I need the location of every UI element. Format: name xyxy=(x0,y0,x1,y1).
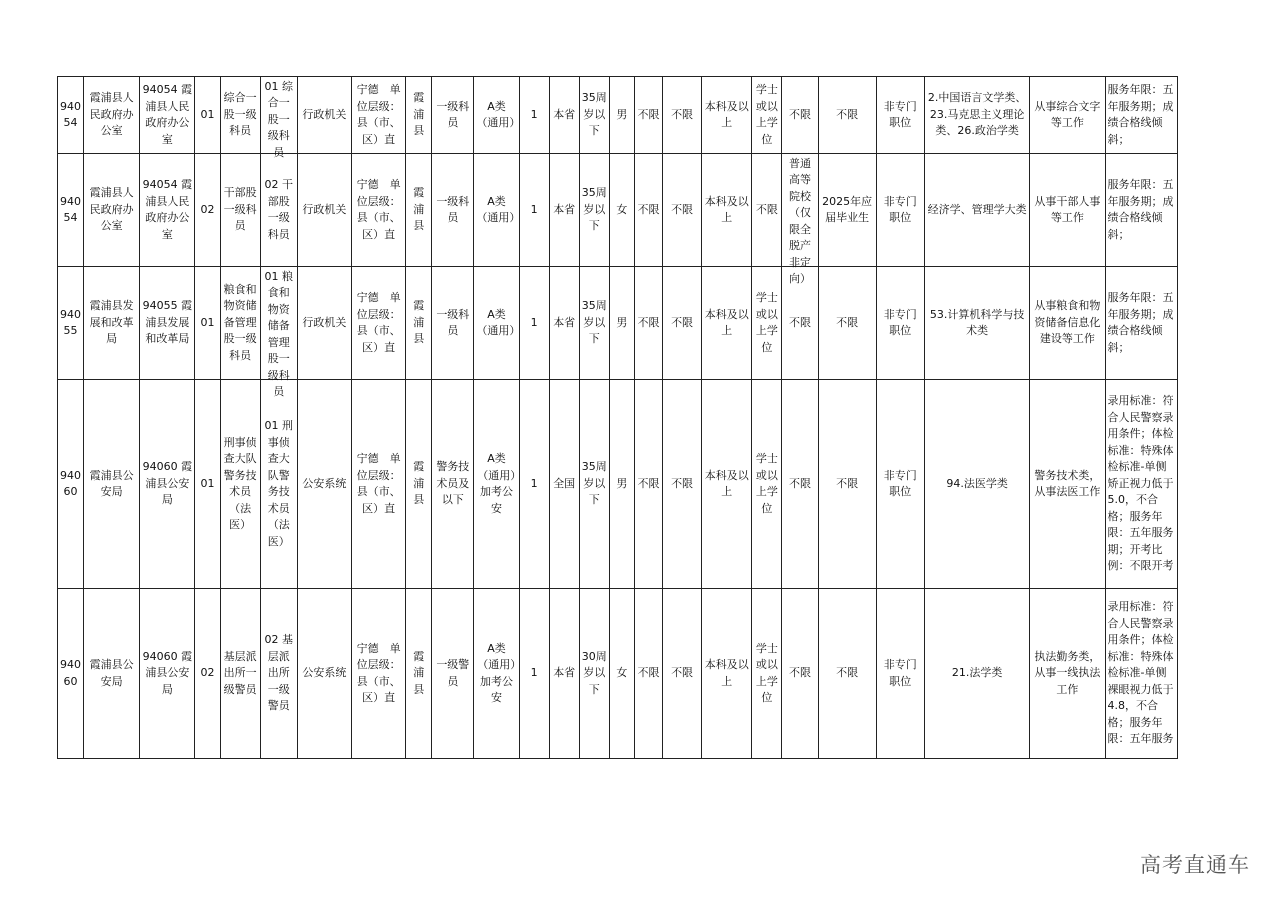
cell-politics xyxy=(634,380,662,589)
cell-text: 不限 xyxy=(671,666,694,680)
cell-text: 非专门职位 xyxy=(883,658,917,688)
cell-dept xyxy=(140,380,195,589)
cell-text: 霞浦县 xyxy=(413,91,425,138)
cell-text: 综合一股一级科员 xyxy=(223,91,257,138)
cell-text: 本省 xyxy=(553,107,576,121)
cell-text: 公安系统 xyxy=(302,476,347,490)
cell-text: 非专门职位 xyxy=(883,194,917,224)
cell-remark xyxy=(1105,267,1177,380)
cell-text: 经济学、管理学大类 xyxy=(927,202,1027,216)
cell-text: 不限 xyxy=(788,315,811,329)
cell-hukou xyxy=(549,267,579,380)
cell-text: 霞浦县人民政府办公室 xyxy=(89,186,134,233)
cell-politics xyxy=(634,77,662,154)
cell-text: 不限 xyxy=(671,202,694,216)
cell-hukou xyxy=(549,380,579,589)
cell-school xyxy=(782,589,818,759)
cell-text: 02 干部股一级科员 xyxy=(264,178,293,241)
cell-unit xyxy=(84,267,140,380)
cell-edu xyxy=(702,380,752,589)
cell-text: 霞浦县 xyxy=(413,299,425,346)
cell-pos-no xyxy=(195,380,220,589)
cell-text: 不限 xyxy=(836,107,859,121)
cell-text: 从事粮食和物资储备信息化建设等工作 xyxy=(1034,299,1101,346)
cell-pos-no xyxy=(195,154,220,267)
cell-text: 录用标准：符合人民警察录用条件；体检标准：特殊体检标准-单侧矫正视力低于5.0，不合格；服务年限：五年服务期；开考比例：不限开考 xyxy=(1107,394,1174,573)
cell-special xyxy=(876,267,924,380)
cell-org-type xyxy=(297,77,351,154)
cell-text: 01 综合一股一级科员 xyxy=(264,79,293,159)
cell-degree xyxy=(752,154,782,267)
cell-text: 01 xyxy=(200,476,215,490)
cell-text: 2025年应届毕业生 xyxy=(822,194,873,224)
cell-text: 94060 霞浦县公安局 xyxy=(142,649,193,696)
cell-text: 学士或以上学位 xyxy=(755,83,778,146)
cell-exp xyxy=(663,154,702,267)
cell-text: 干部股一级科员 xyxy=(223,186,257,233)
cell-unit xyxy=(84,380,140,589)
table-row xyxy=(58,380,1178,589)
cell-politics xyxy=(634,589,662,759)
cell-text: 霞浦县 xyxy=(413,649,425,696)
cell-text: 本科及以上 xyxy=(704,99,749,129)
cell-other-req xyxy=(818,267,876,380)
cell-text: 不限 xyxy=(637,666,660,680)
cell-text: 94055 霞浦县发展和改革局 xyxy=(142,299,193,346)
cell-text: 行政机关 xyxy=(302,202,347,216)
watermark-text: 高考直通车 xyxy=(1140,853,1250,877)
cell-text: A类（通用）加考公安 xyxy=(477,452,516,515)
cell-text: 一级警员 xyxy=(436,658,470,688)
cell-pos-full xyxy=(260,380,297,589)
cell-text: A类（通用） xyxy=(476,99,521,129)
cell-pos-full xyxy=(260,589,297,759)
cell-text: 霞浦县人民政府办公室 xyxy=(89,91,134,138)
cell-text: 非专门职位 xyxy=(883,468,917,498)
cell-pos-full xyxy=(260,154,297,267)
cell-special xyxy=(876,589,924,759)
cell-text: 从事综合文字等工作 xyxy=(1034,99,1101,129)
cell-text: 霞浦县 xyxy=(413,186,425,233)
cell-pos-full xyxy=(260,267,297,398)
cell-age xyxy=(579,380,609,589)
cell-text: 全国 xyxy=(553,476,576,490)
cell-text: A类（通用） xyxy=(476,194,521,224)
cell-loc xyxy=(406,267,432,380)
cell-text: 宁德 单位层级：县（市、区）直 xyxy=(356,291,401,354)
cell-code xyxy=(58,77,84,154)
cell-work xyxy=(1030,77,1105,154)
cell-unit xyxy=(84,154,140,267)
cell-text: 本省 xyxy=(553,315,576,329)
cell-rank xyxy=(432,589,474,759)
cell-edu xyxy=(702,154,752,267)
cell-work xyxy=(1030,380,1105,589)
cell-text: 01 xyxy=(200,315,215,329)
cell-major xyxy=(924,154,1029,267)
cell-text: 本科及以上 xyxy=(704,468,749,498)
cell-count xyxy=(519,267,549,380)
cell-politics xyxy=(634,154,662,267)
cell-text: 94060 霞浦县公安局 xyxy=(142,460,193,507)
cell-pos-no xyxy=(195,77,220,154)
cell-remark xyxy=(1105,380,1177,589)
cell-gender xyxy=(609,589,634,759)
cell-pos-name xyxy=(220,589,260,759)
cell-text: 警务技术类，从事法医工作 xyxy=(1034,468,1101,498)
cell-loc xyxy=(406,77,432,154)
cell-code xyxy=(58,154,84,267)
cell-text: 从事干部人事等工作 xyxy=(1034,194,1101,224)
cell-text: 01 粮食和物资储备管理股一级科员 xyxy=(264,269,293,398)
cell-text: 02 xyxy=(200,666,215,680)
cell-text: 本科及以上 xyxy=(704,307,749,337)
cell-text: 学士或以上学位 xyxy=(755,641,778,704)
cell-rank xyxy=(432,380,474,589)
cell-major xyxy=(924,267,1029,380)
cell-dept xyxy=(140,267,195,380)
cell-text: 学士或以上学位 xyxy=(755,291,778,354)
cell-remark xyxy=(1105,589,1177,759)
cell-text: 公安系统 xyxy=(302,666,347,680)
cell-text: 不限 xyxy=(836,315,859,329)
cell-text: 21.法学类 xyxy=(951,666,1003,680)
cell-text: 不限 xyxy=(836,476,859,490)
cell-text: 不限 xyxy=(836,666,859,680)
cell-text: 宁德 单位层级：县（市、区）直 xyxy=(356,452,401,515)
cell-text: 不限 xyxy=(637,315,660,329)
cell-text: 94054 xyxy=(60,194,82,224)
cell-text: 粮食和物资储备管理股一级科员 xyxy=(223,282,257,362)
cell-text: 服务年限：五年服务期；成绩合格线倾斜； xyxy=(1107,178,1174,241)
cell-rank xyxy=(432,154,474,267)
cell-text: 服务年限：五年服务期；成绩合格线倾斜； xyxy=(1107,83,1174,146)
cell-hukou xyxy=(549,589,579,759)
cell-text: 35周岁以下 xyxy=(581,91,607,138)
cell-text: 一级科员 xyxy=(436,194,470,224)
cell-text: 不限 xyxy=(637,107,660,121)
cell-gender xyxy=(609,154,634,267)
cell-text: 本省 xyxy=(553,666,576,680)
cell-dept xyxy=(140,154,195,267)
cell-exp xyxy=(663,77,702,154)
cell-org-type xyxy=(297,380,351,589)
cell-work xyxy=(1030,154,1105,267)
cell-text: 警务技术员及以下 xyxy=(436,460,470,507)
cell-work xyxy=(1030,589,1105,759)
cell-text: 35周岁以下 xyxy=(581,299,607,346)
cell-pos-no xyxy=(195,589,220,759)
cell-pos-name xyxy=(220,380,260,589)
cell-level xyxy=(351,589,405,759)
cell-gender xyxy=(609,380,634,589)
cell-edu xyxy=(702,267,752,380)
cell-count xyxy=(519,380,549,589)
cell-text: 不限 xyxy=(788,107,811,121)
cell-text: 非专门职位 xyxy=(883,307,917,337)
cell-text: A类（通用）加考公安 xyxy=(477,641,516,704)
cell-code xyxy=(58,267,84,380)
cell-text: 不限 xyxy=(637,202,660,216)
cell-text: 1 xyxy=(530,202,538,216)
cell-unit xyxy=(84,77,140,154)
cell-other-req xyxy=(818,77,876,154)
cell-text: 30周岁以下 xyxy=(581,649,607,696)
cell-text: 94060 xyxy=(60,468,82,498)
cell-text: 执法勤务类，从事一线执法工作 xyxy=(1034,649,1101,696)
cell-text: 2.中国语言文学类、23.马克思主义理论类、26.政治学类 xyxy=(927,91,1027,138)
cell-other-req xyxy=(818,380,876,589)
cell-text: 本科及以上 xyxy=(704,194,749,224)
cell-text: 宁德 单位层级：县（市、区）直 xyxy=(356,83,401,146)
cell-other-req xyxy=(818,589,876,759)
cell-exam xyxy=(474,380,519,589)
cell-politics xyxy=(634,267,662,380)
cell-text: 不限 xyxy=(671,315,694,329)
cell-level xyxy=(351,267,405,380)
cell-text: 男 xyxy=(616,315,628,329)
table-row xyxy=(58,267,1178,380)
cell-text: 霞浦县 xyxy=(413,460,425,507)
cell-age xyxy=(579,589,609,759)
cell-org-type xyxy=(297,154,351,267)
cell-text: 霞浦县公安局 xyxy=(89,468,134,498)
cell-text: 94055 xyxy=(60,307,82,337)
cell-exam xyxy=(474,589,519,759)
cell-text: 录用标准：符合人民警察录用条件；体检标准：特殊体检标准-单侧裸眼视力低于4.8，不合格；服务年限：五年服务 xyxy=(1107,600,1174,746)
cell-other-req xyxy=(818,154,876,267)
cell-school xyxy=(782,154,818,285)
cell-edu xyxy=(702,77,752,154)
cell-degree xyxy=(752,589,782,759)
cell-unit xyxy=(84,589,140,759)
cell-edu xyxy=(702,589,752,759)
cell-level xyxy=(351,77,405,154)
cell-text: 不限 xyxy=(671,107,694,121)
cell-exam xyxy=(474,154,519,267)
cell-text: 本科及以上 xyxy=(704,658,749,688)
cell-remark xyxy=(1105,77,1177,154)
cell-rank xyxy=(432,77,474,154)
cell-text: 01 xyxy=(200,107,215,121)
cell-exam xyxy=(474,77,519,154)
cell-special xyxy=(876,77,924,154)
cell-gender xyxy=(609,267,634,380)
cell-text: 不限 xyxy=(671,476,694,490)
cell-degree xyxy=(752,77,782,154)
table-row xyxy=(58,589,1178,759)
cell-exp xyxy=(663,589,702,759)
cell-text: 女 xyxy=(616,202,628,216)
cell-text: 行政机关 xyxy=(302,315,347,329)
cell-loc xyxy=(406,589,432,759)
cell-text: 01 刑事侦查大队警务技术员（法医） xyxy=(264,419,293,548)
cell-text: 不限 xyxy=(788,476,811,490)
cell-text: 1 xyxy=(530,666,538,680)
cell-level xyxy=(351,154,405,267)
cell-text: 男 xyxy=(616,476,628,490)
cell-org-type xyxy=(297,589,351,759)
cell-loc xyxy=(406,154,432,267)
cell-level xyxy=(351,380,405,589)
cell-exp xyxy=(663,267,702,380)
table-row xyxy=(58,154,1178,267)
cell-text: 94054 霞浦县人民政府办公室 xyxy=(142,83,193,146)
cell-remark xyxy=(1105,154,1177,267)
cell-age xyxy=(579,267,609,380)
cell-exam xyxy=(474,267,519,380)
cell-pos-full xyxy=(260,77,297,159)
cell-exp xyxy=(663,380,702,589)
cell-text: 53.计算机科学与技术类 xyxy=(929,307,1025,337)
cell-major xyxy=(924,77,1029,154)
cell-pos-name xyxy=(220,154,260,267)
cell-text: 02 基层派出所一级警员 xyxy=(264,633,293,713)
cell-dept xyxy=(140,77,195,154)
cell-hukou xyxy=(549,77,579,154)
cell-text: 94054 霞浦县人民政府办公室 xyxy=(142,178,193,241)
cell-text: 1 xyxy=(530,476,538,490)
cell-degree xyxy=(752,380,782,589)
cell-gender xyxy=(609,77,634,154)
cell-text: A类（通用） xyxy=(476,307,521,337)
cell-age xyxy=(579,154,609,267)
cell-text: 宁德 单位层级：县（市、区）直 xyxy=(356,641,401,704)
cell-text: 基层派出所一级警员 xyxy=(223,649,257,696)
cell-special xyxy=(876,154,924,267)
cell-school xyxy=(782,77,818,154)
cell-code xyxy=(58,380,84,589)
cell-text: 男 xyxy=(616,107,628,121)
cell-text: 宁德 单位层级：县（市、区）直 xyxy=(356,178,401,241)
cell-text: 1 xyxy=(530,107,538,121)
cell-text: 35周岁以下 xyxy=(581,460,607,507)
cell-loc xyxy=(406,380,432,589)
cell-text: 94054 xyxy=(60,99,82,129)
cell-text: 服务年限：五年服务期；成绩合格线倾斜； xyxy=(1107,291,1174,354)
cell-age xyxy=(579,77,609,154)
cell-text: 不限 xyxy=(637,476,660,490)
cell-special xyxy=(876,380,924,589)
cell-school xyxy=(782,380,818,589)
cell-text: 35周岁以下 xyxy=(581,186,607,233)
cell-dept xyxy=(140,589,195,759)
cell-degree xyxy=(752,267,782,380)
table-row xyxy=(58,77,1178,154)
cell-text: 非专门职位 xyxy=(883,99,917,129)
cell-text: 一级科员 xyxy=(436,99,470,129)
cell-text: 霞浦县发展和改革局 xyxy=(89,299,134,346)
cell-text: 学士或以上学位 xyxy=(755,452,778,515)
cell-text: 普通高等院校（仅限全脱产非定向） xyxy=(788,156,811,285)
cell-text: 94060 xyxy=(60,658,82,688)
cell-work xyxy=(1030,267,1105,380)
cell-hukou xyxy=(549,154,579,267)
cell-pos-no xyxy=(195,267,220,380)
cell-text: 霞浦县公安局 xyxy=(89,658,134,688)
cell-text: 不限 xyxy=(755,202,778,216)
cell-count xyxy=(519,589,549,759)
cell-text: 94.法医学类 xyxy=(946,476,1008,490)
cell-text: 女 xyxy=(616,666,628,680)
cell-count xyxy=(519,77,549,154)
cell-count xyxy=(519,154,549,267)
recruitment-table xyxy=(57,76,1178,759)
cell-rank xyxy=(432,267,474,380)
cell-text: 一级科员 xyxy=(436,307,470,337)
cell-text: 本省 xyxy=(553,202,576,216)
cell-code xyxy=(58,589,84,759)
cell-text: 不限 xyxy=(788,666,811,680)
cell-text: 刑事侦查大队警务技术员（法医） xyxy=(223,435,257,531)
cell-text: 行政机关 xyxy=(302,107,347,121)
cell-org-type xyxy=(297,267,351,380)
cell-major xyxy=(924,380,1029,589)
cell-text: 1 xyxy=(530,315,538,329)
cell-major xyxy=(924,589,1029,759)
cell-pos-name xyxy=(220,77,260,154)
cell-text: 02 xyxy=(200,202,215,216)
cell-pos-name xyxy=(220,267,260,380)
